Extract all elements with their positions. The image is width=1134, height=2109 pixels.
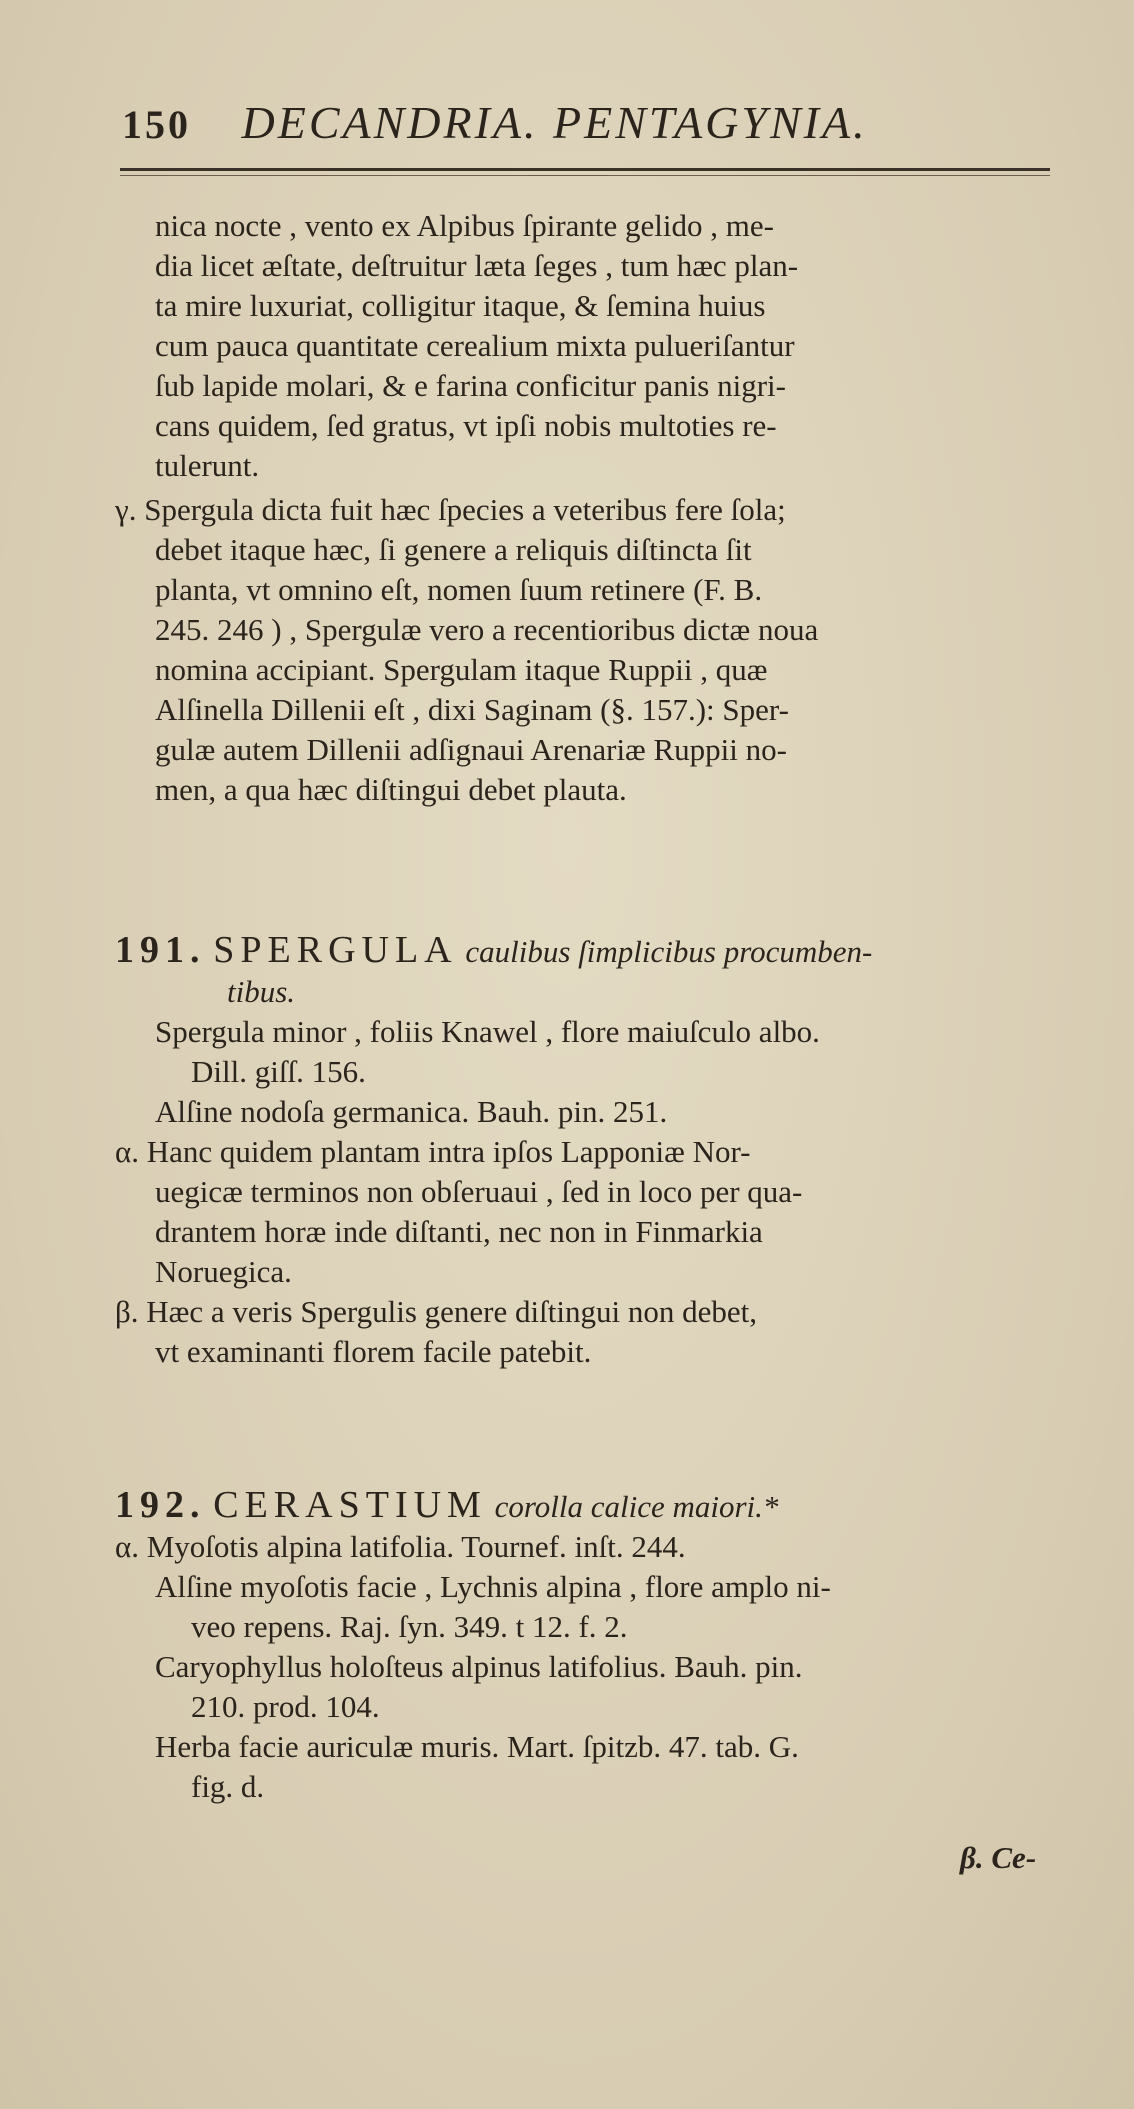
- text-line: gulæ autem Dillenii adſignaui Arenariæ Ruppii no-: [155, 732, 787, 767]
- genus-name: SPERGULA: [213, 929, 458, 971]
- text-line: α. Hanc quidem plantam intra ipſos Lapponiæ Nor-: [115, 1134, 751, 1169]
- text-line: β. Hæc a veris Spergulis genere diſtingui non debet,: [115, 1294, 757, 1329]
- text-line: drantem horæ inde diſtanti, nec non in Finmarkia: [155, 1214, 763, 1249]
- text-line: cans quidem, ſed gratus, vt ipſi nobis multoties re-: [155, 408, 777, 443]
- text-line: 210. prod. 104.: [191, 1689, 380, 1724]
- text-line: tulerunt.: [155, 448, 260, 483]
- text-line: Caryophyllus holoſteus alpinus latifolius. Bauh. pin.: [155, 1649, 803, 1684]
- text-line: uegicæ terminos non obſeruaui , ſed in loco per qua-: [155, 1174, 803, 1209]
- text-line: Herba facie auriculæ muris. Mart. ſpitzb. 47. tab. G.: [155, 1729, 799, 1764]
- text-line: γ. Spergula dicta fuit hæc ſpecies a veteribus fere ſola;: [115, 492, 786, 527]
- text-line: debet itaque hæc, ſi genere a reliquis diſtincta ſit: [155, 532, 752, 567]
- text-line: planta, vt omnino eſt, nomen ſuum retinere (F. B.: [155, 572, 763, 607]
- header-rule: [120, 168, 1050, 176]
- text-line: cum pauca quantitate cerealium mixta pulueriſantur: [155, 328, 795, 363]
- genus-name: CERASTIUM: [213, 1484, 487, 1526]
- entry-number: 191.: [115, 929, 206, 971]
- running-header: [122, 96, 1022, 149]
- text-line: Alſinella Dillenii eſt , dixi Saginam (§. 157.): Sper-: [155, 692, 789, 727]
- text-line: 245. 246 ) , Spergulæ vero a recentioribus dictæ noua: [155, 612, 819, 647]
- text-line: men, a qua hæc diſtingui debet plauta.: [155, 772, 627, 807]
- running-title: DECANDRIA. PENTAGYNIA.: [241, 97, 868, 148]
- paragraph-continuation: [155, 206, 1055, 486]
- diagnosis: corolla calice maiori.*: [494, 1489, 779, 1524]
- synonym: Spergula minor , foliis Knawel , flore maiuſculo albo.: [155, 1014, 820, 1049]
- entry-192: [115, 1484, 1055, 1807]
- text-line: ta mire luxuriat, colligitur itaque, & ſemina huius: [155, 288, 766, 323]
- text-line: ſub lapide molari, & e farina conficitur panis nigri-: [155, 368, 786, 403]
- text-line: nomina accipiant. Spergulam itaque Ruppii , quæ: [155, 652, 768, 687]
- entry-191: [115, 929, 1055, 1372]
- text-line: dia licet æſtate, deſtruitur læta ſeges , tum hæc plan-: [155, 248, 799, 283]
- text-line: vt examinanti florem facile patebit.: [155, 1334, 592, 1369]
- text-line: Alſine myoſotis facie , Lychnis alpina , flore amplo ni-: [155, 1569, 831, 1604]
- text-line: α. Myoſotis alpina latifolia. Tournef. inſt. 244.: [115, 1529, 686, 1564]
- text-line: fig. d.: [191, 1769, 265, 1804]
- entry-number: 192.: [115, 1484, 206, 1526]
- text-line: nica nocte , vento ex Alpibus ſpirante gelido , me-: [155, 208, 774, 243]
- synonym-reference: Dill. giſſ. 156.: [191, 1054, 366, 1089]
- diagnosis: caulibus ſimplicibus procumben-: [465, 934, 873, 969]
- text-line: Noruegica.: [155, 1254, 292, 1289]
- note-gamma: [115, 490, 1055, 810]
- diagnosis-continued: tibus.: [227, 974, 296, 1009]
- page-number: 150: [122, 102, 191, 147]
- synonym: Alſine nodoſa germanica. Bauh. pin. 251.: [155, 1094, 668, 1129]
- text-line: veo repens. Raj. ſyn. 349. t 12. f. 2.: [191, 1609, 628, 1644]
- catchword: β. Ce-: [960, 1840, 1037, 1875]
